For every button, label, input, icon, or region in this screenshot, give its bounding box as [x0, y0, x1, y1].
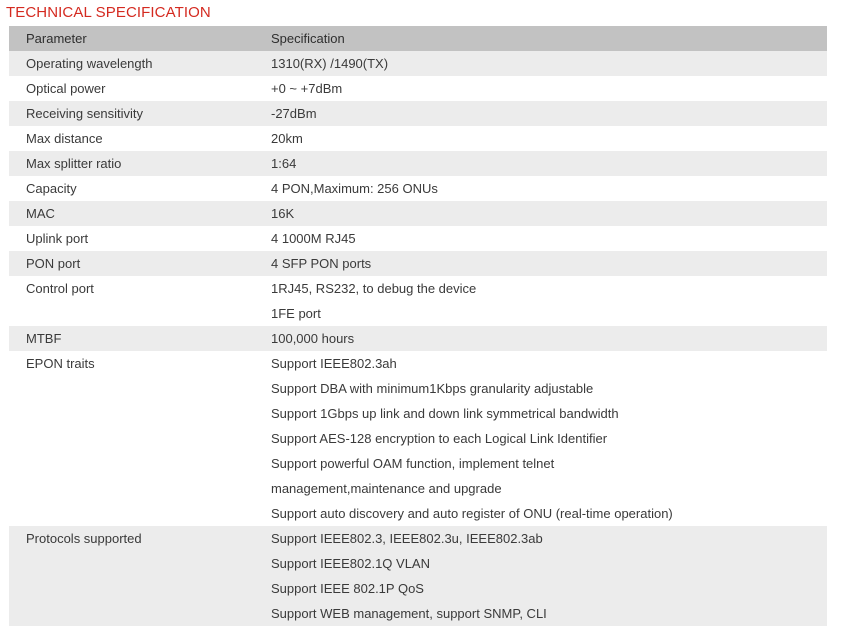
specification-line: 1RJ45, RS232, to debug the device [271, 281, 477, 296]
specification-line: 4 SFP PON ports [271, 256, 372, 271]
parameter-cell: Receiving sensitivity [26, 106, 144, 121]
page-title: TECHNICAL SPECIFICATION [6, 4, 211, 21]
specification-cell [271, 76, 827, 101]
specification-line: Support IEEE802.3ah [271, 356, 397, 371]
parameter-cell: Optical power [26, 81, 106, 96]
header-specification: Specification [271, 31, 345, 46]
parameter-cell: Protocols supported [26, 531, 142, 546]
specification-line: Support IEEE802.3, IEEE802.3u, IEEE802.3ab [271, 531, 543, 546]
specification-line: Support WEB management, support SNMP, CLI [271, 606, 547, 621]
table-row [9, 326, 827, 351]
specification-line: 20km [271, 131, 303, 146]
specification-line: management,maintenance and upgrade [271, 481, 502, 496]
specification-cell [271, 326, 827, 351]
specification-line: 1:64 [271, 156, 297, 171]
specification-cell [271, 126, 827, 151]
specification-cell [271, 276, 827, 326]
specification-line: 16K [271, 206, 295, 221]
specification-line: Support IEEE802.1Q VLAN [271, 556, 430, 571]
specification-cell [271, 351, 827, 526]
parameter-cell: MTBF [26, 331, 62, 346]
specification-cell [271, 151, 827, 176]
header-parameter: Parameter [26, 31, 87, 46]
specification-cell [271, 51, 827, 76]
specification-line: -27dBm [271, 106, 317, 121]
specification-line: Support 1Gbps up link and down link symmetrical bandwidth [271, 406, 619, 421]
table-row [9, 526, 827, 626]
parameter-cell: MAC [26, 206, 55, 221]
table-row [9, 176, 827, 201]
parameter-cell: Control port [26, 281, 94, 296]
specification-line: 4 1000M RJ45 [271, 231, 356, 246]
table-row [9, 201, 827, 226]
table-row [9, 351, 827, 526]
specification-line: +0 ~ +7dBm [271, 81, 343, 96]
parameter-cell: Operating wavelength [26, 56, 153, 71]
table-row [9, 76, 827, 101]
specification-line: 4 PON,Maximum: 256 ONUs [271, 181, 438, 196]
parameter-cell: Max distance [26, 131, 103, 146]
spec-table [9, 26, 827, 626]
table-header-row [9, 26, 827, 51]
table-row [9, 151, 827, 176]
parameter-cell: Uplink port [26, 231, 89, 246]
specification-line: 1310(RX) /1490(TX) [271, 56, 389, 71]
table-row [9, 126, 827, 151]
specification-cell [271, 226, 827, 251]
parameter-cell: EPON traits [26, 356, 95, 371]
specification-cell [271, 101, 827, 126]
specification-cell [271, 201, 827, 226]
specification-line: Support powerful OAM function, implement telnet [271, 456, 555, 471]
specification-line: Support DBA with minimum1Kbps granularity adjustable [271, 381, 594, 396]
parameter-cell: PON port [26, 256, 81, 271]
table-row [9, 226, 827, 251]
specification-line: Support AES-128 encryption to each Logical Link Identifier [271, 431, 608, 446]
specification-line: 100,000 hours [271, 331, 355, 346]
specification-cell [271, 176, 827, 201]
table-row [9, 251, 827, 276]
specification-line: 1FE port [271, 306, 321, 321]
specification-line: Support IEEE 802.1P QoS [271, 581, 424, 596]
table-row [9, 101, 827, 126]
specification-cell [271, 526, 827, 626]
specification-cell [271, 251, 827, 276]
parameter-cell: Max splitter ratio [26, 156, 122, 171]
parameter-cell: Capacity [26, 181, 77, 196]
table-row [9, 51, 827, 76]
table-row [9, 276, 827, 326]
specification-line: Support auto discovery and auto register of ONU (real-time operation) [271, 506, 673, 521]
